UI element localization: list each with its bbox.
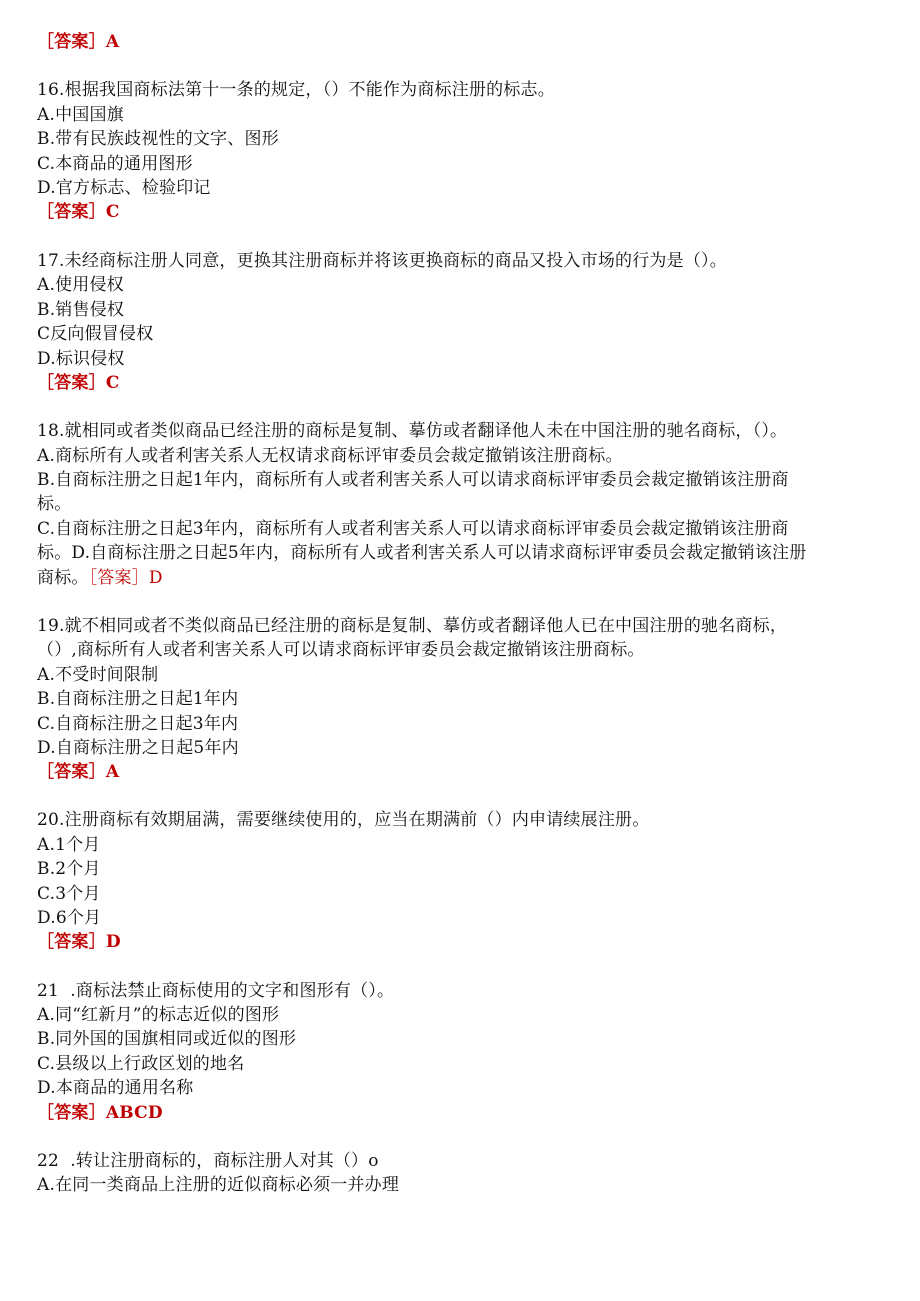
question-18-line-3: 标。 [37,494,72,514]
question-21-stem: 21 .商标法禁止商标使用的文字和图形有（）。 [37,981,395,1001]
question-21-option-c: C.县级以上行政区划的地名 [37,1054,245,1074]
question-19-option-b: B.自商标注册之日起1年内 [37,689,239,709]
question-16-option-d: D.官方标志、检验印记 [37,178,211,198]
answer-label: ［答案］ [37,932,106,952]
question-20-answer [37,930,121,954]
question-20-option-b: B.2个月 [37,859,101,879]
question-16-option-a: A.中国国旗 [37,105,124,125]
question-20-option-d: D.6个月 [37,908,102,928]
question-18-line-4: C.自商标注册之日起3年内，商标所有人或者利害关系人可以请求商标评审委员会裁定撤销该注册商 [37,519,789,539]
question-16-option-c: C.本商品的通用图形 [37,154,193,174]
question-16-option-b: B.带有民族歧视性的文字、图形 [37,129,279,149]
question-18-line-5: 标。D.自商标注册之日起5年内，商标所有人或者利害关系人可以请求商标评审委员会裁定撤销该注册 [37,543,807,563]
question-17-option-d: D.标识侵权 [37,349,125,369]
question-19-option-a: A.不受时间限制 [37,665,159,685]
question-16-stem: 16.根据我国商标法第十一条的规定，（）不能作为商标注册的标志。 [37,80,555,100]
answer-label: ［答案］ [88,568,149,588]
question-22-stem: 22 .转让注册商标的，商标注册人对其（）o [37,1151,379,1171]
question-16-answer [37,200,120,224]
question-21-option-d: D.本商品的通用名称 [37,1078,194,1098]
answer-label: ［答案］ [37,1103,106,1123]
answer-value: D [148,568,163,588]
answer-value: C [105,202,120,222]
answer-label: ［答案］ [37,32,106,52]
answer-label: ［答案］ [37,762,106,782]
question-19-stem-cont: （）,商标所有人或者利害关系人可以请求商标评审委员会裁定撤销该注册商标。 [37,640,645,660]
answer-value: A [105,762,120,782]
question-17-option-c: C反向假冒侵权 [37,324,154,344]
question-19-stem: 19.就不相同或者不类似商品已经注册的商标是复制、摹仿或者翻译他人已在中国注册的驰名商标， [37,616,788,636]
question-17-option-b: B.销售侵权 [37,300,125,320]
answer-value: A [105,32,120,52]
question-18-line-6-text: 商标。 [37,568,89,588]
question-17-stem: 17.未经商标注册人同意，更换其注册商标并将该更换商标的商品又投入市场的行为是（）。 [37,251,727,271]
question-20-stem: 20.注册商标有效期届满，需要继续使用的，应当在期满前（）内申请续展注册。 [37,810,650,830]
question-18-line-2: B.自商标注册之日起1年内，商标所有人或者利害关系人可以请求商标评审委员会裁定撤销该注册商 [37,470,789,490]
answer-label: ［答案］ [37,202,106,222]
answer-value: C [105,373,120,393]
question-22-option-a: A.在同一类商品上注册的近似商标必须一并办理 [37,1175,400,1195]
question-18-stem: 18.就相同或者类似商品已经注册的商标是复制、摹仿或者翻译他人未在中国注册的驰名商标，（）。 [37,421,788,441]
answer-label: ［答案］ [37,373,106,393]
answer-value: D [105,932,121,952]
question-17-option-a: A.使用侵权 [37,275,124,295]
question-19-answer [37,760,119,784]
question-21-answer [37,1101,163,1125]
question-18-line-6 [37,566,163,590]
question-17-answer [37,371,120,395]
question-21-option-a: A.同“红新月”的标志近似的图形 [37,1005,280,1025]
question-19-option-c: C.自商标注册之日起3年内 [37,714,239,734]
answer-line-15 [37,30,119,54]
question-20-option-c: C.3个月 [37,884,101,904]
question-21-option-b: B.同外国的国旗相同或近似的图形 [37,1029,297,1049]
question-20-option-a: A.1个月 [37,835,101,855]
question-19-option-d: D.自商标注册之日起5年内 [37,738,239,758]
answer-value: ABCD [105,1103,163,1123]
question-18-line-1: A.商标所有人或者利害关系人无权请求商标评审委员会裁定撤销该注册商标。 [37,446,623,466]
